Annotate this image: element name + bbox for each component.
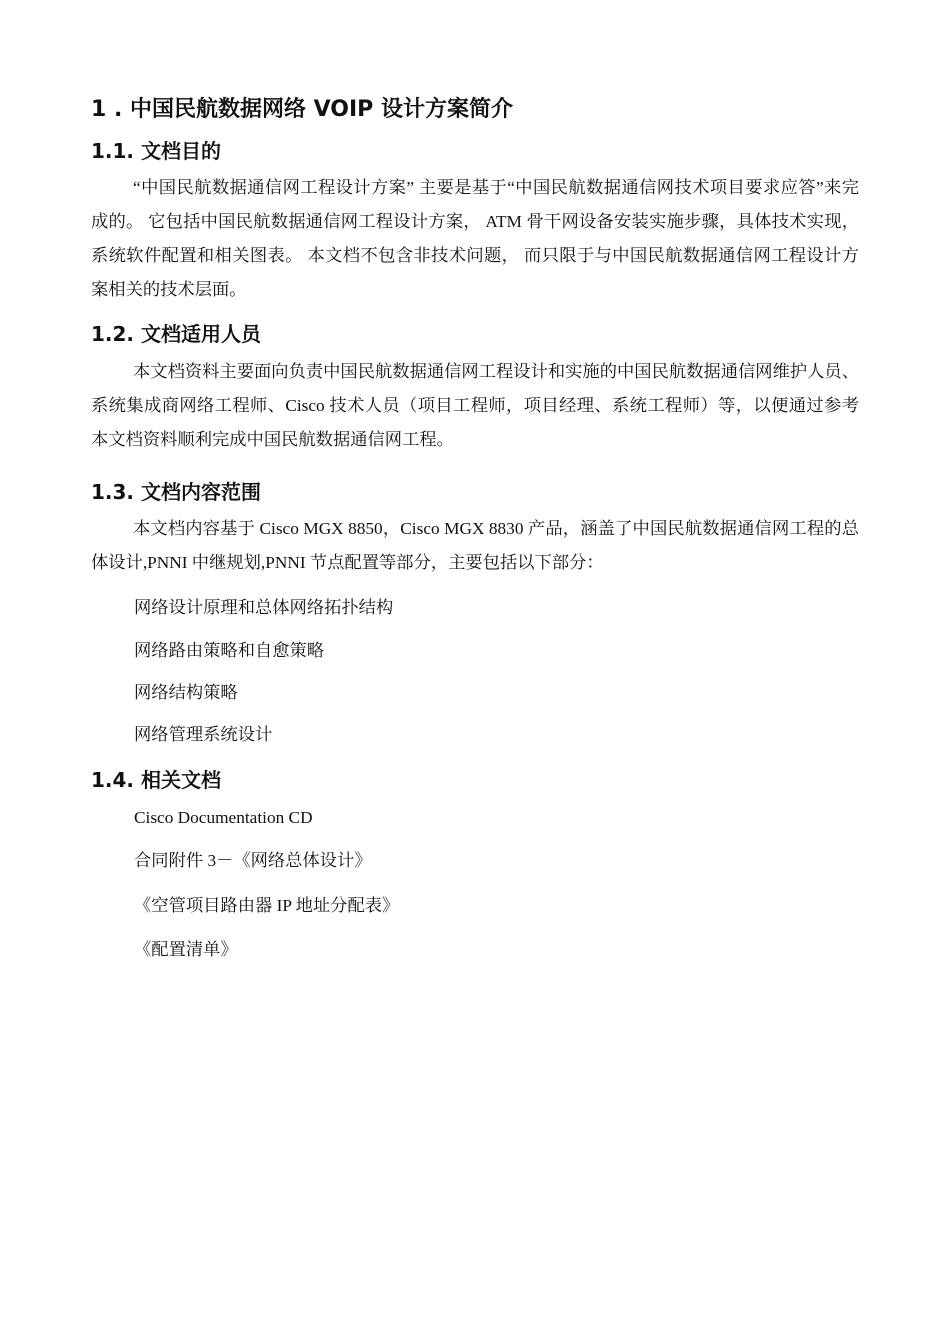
scope-list-item: 网络路由策略和自愈策略 [134, 641, 325, 660]
scope-list-item: 网络设计原理和总体网络拓扑结构 [134, 598, 394, 617]
related-doc-item: 《配置清单》 [134, 940, 238, 959]
section-1-heading: 1 . 中国民航数据网络 VOIP 设计方案简介 [91, 97, 513, 122]
section-1-3-body: 本文档内容基于 Cisco MGX 8850，Cisco MGX 8830 产品，涵盖了中国民航数据通信网工程的总体设计,PNNI 中继规划,PNNI 节点配置等部分，主要包括以下部分： [91, 519, 859, 572]
related-doc-item: Cisco Documentation CD [134, 808, 313, 827]
section-1-3-heading: 1.3. 文档内容范围 [91, 480, 261, 504]
section-1-2-body: 本文档资料主要面向负责中国民航数据通信网工程设计和实施的中国民航数据通信网维护人员、系统集成商网络工程师、Cisco 技术人员（项目工程师，项目经理、系统工程师）等，以便通过参考本文档资料顺利完成中国民航数据通信网工程。 [91, 362, 859, 449]
section-1-2-heading: 1.2. 文档适用人员 [91, 322, 261, 346]
scope-list-item: 网络结构策略 [134, 683, 238, 702]
section-1-4-heading: 1.4. 相关文档 [91, 768, 221, 792]
section-1-1-body: “中国民航数据通信网工程设计方案” 主要是基于“中国民航数据通信网技术项目要求应答”来完成的。 它包括中国民航数据通信网工程设计方案， ATM 骨干网设备安装实施步骤，具体技术实现，系统软件配置和相关图表。 本文档不包含非技术问题， 而只限于与中国民航数据通信网工程设计方案相关的技术层面。 [91, 178, 859, 299]
related-doc-item: 合同附件 3－《网络总体设计》 [134, 851, 372, 870]
scope-list-item: 网络管理系统设计 [134, 725, 273, 744]
related-doc-item: 《空管项目路由器 IP 地址分配表》 [134, 896, 400, 915]
section-1-1-heading: 1.1. 文档目的 [91, 139, 221, 163]
